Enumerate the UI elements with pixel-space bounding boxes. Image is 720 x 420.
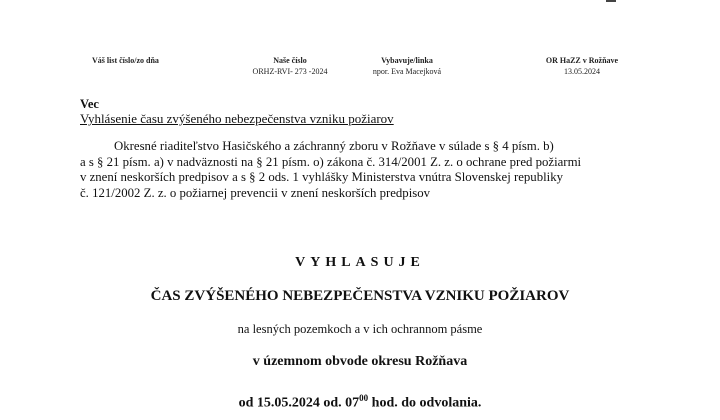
subject-label: Vec [80, 97, 99, 111]
ref-label: OR HaZZ v Rožňave [545, 56, 619, 65]
scope-line: na lesných pozemkoch a v ich ochrannom pásme [237, 322, 483, 336]
ref-place-date [532, 55, 632, 77]
ref-value: npor. Eva Macejková [372, 67, 442, 76]
district-line: v územnom obvode okresu Rožňava [252, 354, 468, 369]
body-line: a s § 21 písm. a) v nadväznosti na § 21 písm. o) zákona č. 314/2001 Z. z. o ochrane pred požiarmi [80, 154, 582, 169]
body-paragraph [80, 139, 660, 201]
ref-label: Naše číslo [273, 56, 307, 65]
subject-line: Vyhlásenie času zvýšeného nebezpečenstva vzniku požiarov [80, 111, 394, 126]
proclamation-heading: ČAS ZVÝŠENÉHO NEBEZPEČENSTVA VZNIKU POŽIAROV [150, 288, 570, 304]
page-edge-mark [606, 0, 616, 2]
effective-date-line [0, 393, 720, 412]
ref-our-number [235, 55, 345, 77]
ref-your-letter [92, 55, 159, 66]
ref-handled-by [352, 55, 462, 77]
ref-value: ORHZ-RVI- 273 -2024 [252, 67, 328, 76]
body-line: Okresné riaditeľstvo Hasičského a záchranný zboru v Rožňave v súlade s § 4 písm. b) [114, 139, 554, 153]
ref-label: Vybavuje/linka [381, 56, 433, 65]
body-line: č. 121/2002 Z. z. o požiarnej prevencii v znení neskorších predpisov [80, 185, 431, 200]
proclamation-word: VYHLASUJE [295, 255, 425, 270]
ref-label: Váš list číslo/zo dňa [92, 56, 159, 65]
date-suffix: hod. do odvolania. [368, 395, 482, 411]
date-prefix: od 15.05.2024 od. 07 [238, 395, 360, 411]
body-line: v znení neskorších predpisov a s § 2 ods. 1 vyhlášky Ministerstva vnútra Slovenskej republiky [80, 170, 564, 185]
ref-value: 13.05.2024 [564, 67, 600, 76]
date-minutes: 00 [359, 393, 369, 403]
